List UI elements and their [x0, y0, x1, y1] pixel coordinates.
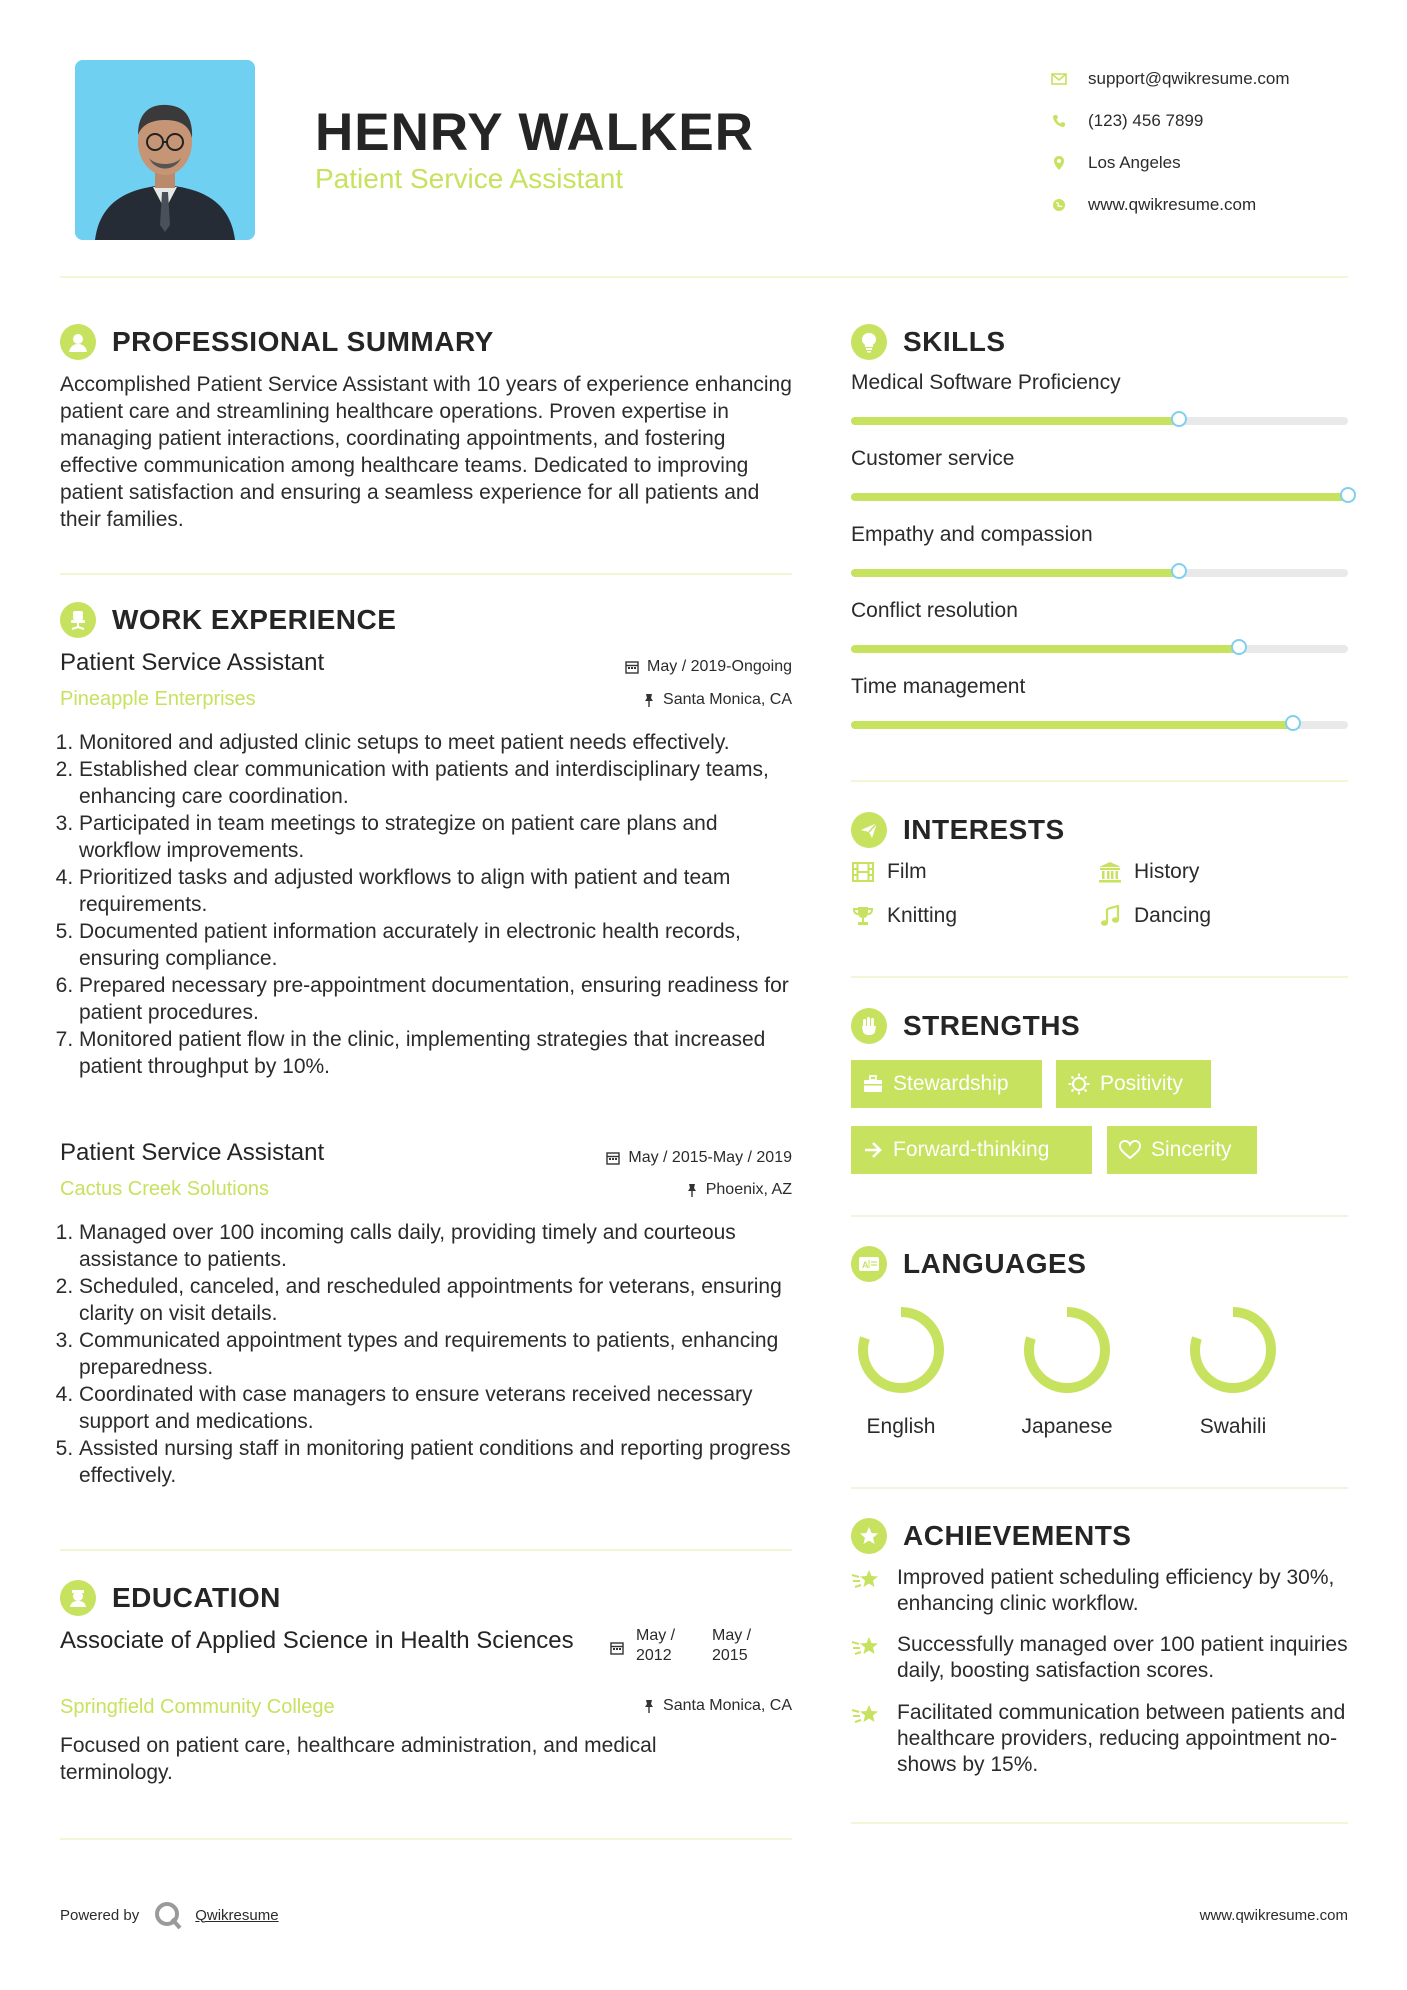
briefcase-icon — [863, 1075, 883, 1093]
arrow-right-icon — [863, 1141, 883, 1159]
job-2-title: Patient Service Assistant — [60, 1139, 325, 1166]
office-chair-icon — [60, 602, 96, 638]
pushpin-icon — [686, 1183, 698, 1197]
skill-name: Medical Software Proficiency — [851, 371, 1121, 394]
contact-phone-text: (123) 456 7899 — [1088, 111, 1204, 130]
skill-name: Conflict resolution — [851, 599, 1018, 622]
contact-list — [1050, 58, 1290, 226]
job-2-dates-text: May / 2015-May / 2019 — [628, 1149, 792, 1166]
language-label: Japanese — [1021, 1415, 1113, 1438]
interest-item-knitting — [851, 904, 957, 928]
translate-icon — [851, 1246, 887, 1282]
interests-divider — [851, 976, 1348, 978]
skill-name: Empathy and compassion — [851, 523, 1093, 546]
education-degree: Associate of Applied Science in Health Sciences — [60, 1627, 574, 1654]
footer-powered-by — [60, 1900, 279, 1930]
job-2-location-text: Phoenix, AZ — [705, 1181, 792, 1198]
strength-label: Stewardship — [893, 1072, 1009, 1095]
shooting-star-icon — [851, 1632, 885, 1684]
job-1-location — [500, 691, 792, 709]
achievement-item — [851, 1700, 1351, 1778]
language-level-arc — [1029, 1312, 1105, 1388]
list-item: 3. Communicated appointment types and requirements to patients, enhancing preparedness. — [79, 1327, 799, 1381]
job-1-dates-text: May / 2019-Ongoing — [647, 658, 792, 675]
summary-title: PROFESSIONAL SUMMARY — [112, 326, 494, 357]
list-item: 4. Coordinated with case managers to ensure veterans received necessary support and medications. — [79, 1381, 799, 1435]
education-title: EDUCATION — [112, 1582, 281, 1613]
strength-tag-positivity — [1056, 1060, 1211, 1108]
education-date-end: May / 2015 — [712, 1627, 752, 1664]
list-item: 1. Monitored and adjusted clinic setups to meet patient needs effectively. — [79, 729, 799, 756]
calendar-icon — [606, 1151, 620, 1165]
pushpin-icon — [643, 1699, 655, 1713]
job-1-tasks — [60, 729, 799, 1080]
language-level-ring — [1183, 1300, 1283, 1400]
education-date-start: May / 2012 — [636, 1627, 676, 1664]
heart-icon — [1119, 1140, 1141, 1160]
skill-bar-track — [851, 721, 1348, 729]
contact-website[interactable] — [1050, 184, 1290, 226]
skill-level-knob — [1285, 715, 1301, 731]
calendar-icon — [610, 1641, 624, 1660]
interest-label: Dancing — [1134, 904, 1212, 927]
film-icon — [851, 860, 875, 884]
summary-divider — [60, 573, 792, 575]
education-heading — [60, 1580, 281, 1616]
globe-icon — [1050, 196, 1068, 214]
calendar-icon — [625, 660, 639, 674]
language-item — [1007, 1300, 1127, 1439]
languages-divider — [851, 1487, 1348, 1489]
candidate-role: Patient Service Assistant — [315, 163, 624, 194]
lightbulb-icon — [851, 324, 887, 360]
hand-icon — [851, 1008, 887, 1044]
education-location-text: Santa Monica, CA — [663, 1697, 792, 1714]
envelope-icon — [1050, 70, 1068, 88]
job-2-tasks — [60, 1219, 799, 1489]
language-item — [1173, 1300, 1293, 1439]
work-heading — [60, 602, 396, 638]
work-title: WORK EXPERIENCE — [112, 604, 397, 635]
map-pin-icon — [1050, 154, 1068, 172]
education-location — [500, 1697, 792, 1715]
contact-location — [1050, 142, 1290, 184]
skill-level-knob — [1171, 411, 1187, 427]
profile-photo — [75, 60, 255, 240]
education-school: Springfield Community College — [60, 1696, 335, 1718]
achievement-text: Successfully managed over 100 patient inquiries daily, boosting satisfaction scores. — [897, 1633, 1348, 1682]
interest-label: Film — [887, 860, 927, 883]
achievement-text: Improved patient scheduling efficiency by 30%, enhancing clinic workflow. — [897, 1566, 1335, 1615]
achievement-item — [851, 1565, 1351, 1617]
strength-tag-forward-thinking — [851, 1126, 1092, 1174]
skill-name: Time management — [851, 675, 1026, 698]
contact-email-text: support@qwikresume.com — [1088, 69, 1290, 88]
svg-text:A: A — [862, 1260, 869, 1270]
skill-bar-fill — [851, 569, 1179, 577]
list-item: 2. Established clear communication with patients and interdisciplinary teams, enhancing care coordination. — [79, 756, 799, 810]
skills-title: SKILLS — [903, 326, 1006, 357]
list-item: 6. Prepared necessary pre-appointment documentation, ensuring readiness for patient procedures. — [79, 972, 799, 1026]
interest-item-film — [851, 860, 927, 884]
shooting-star-icon — [851, 1565, 885, 1617]
achievement-text: Facilitated communication between patients and healthcare providers, reducing appointment no-shows by 15%. — [897, 1701, 1346, 1776]
achievement-item — [851, 1632, 1351, 1684]
strength-label: Sincerity — [1151, 1138, 1232, 1161]
skill-bar-fill — [851, 417, 1179, 425]
music-note-icon — [1098, 904, 1122, 928]
summary-text: Accomplished Patient Service Assistant with 10 years of experience enhancing patient care and streamlining healthcare operations. Proven expertise in managing patient interactions, coordinating appointments, and fostering effective communication among healthcare teams. Dedicated to improving patient satisfaction and ensuring a seamless experience for all patients and their families. — [60, 373, 792, 531]
shooting-star-icon — [851, 1700, 885, 1778]
skill-bar-track — [851, 569, 1348, 577]
achievements-title: ACHIEVEMENTS — [903, 1520, 1132, 1551]
skill-bar-fill — [851, 645, 1239, 653]
strength-label: Positivity — [1100, 1072, 1183, 1095]
contact-location-text: Los Angeles — [1088, 153, 1181, 172]
list-item: 5. Assisted nursing staff in monitoring patient conditions and reporting progress effectively. — [79, 1435, 799, 1489]
achievements-divider — [851, 1822, 1348, 1824]
powered-by-label: Powered by — [60, 1906, 140, 1924]
education-divider — [60, 1838, 792, 1840]
interest-item-dancing — [1098, 904, 1211, 928]
skill-level-knob — [1231, 639, 1247, 655]
job-1-company: Pineapple Enterprises — [60, 688, 256, 710]
pushpin-icon — [643, 693, 655, 707]
skills-divider — [851, 780, 1348, 782]
list-item: 4. Prioritized tasks and adjusted workflows to align with patient and team requirements. — [79, 864, 799, 918]
skill-bar-track — [851, 645, 1348, 653]
skill-bar-track — [851, 493, 1348, 501]
job-1-dates — [500, 658, 792, 676]
paper-plane-icon — [851, 812, 887, 848]
trophy-icon — [851, 904, 875, 928]
list-item: 2. Scheduled, canceled, and rescheduled appointments for veterans, ensuring clarity on visit details. — [79, 1273, 799, 1327]
work-divider — [60, 1549, 792, 1551]
header-divider — [60, 276, 1348, 278]
interest-item-history — [1098, 860, 1199, 884]
interests-heading — [851, 812, 1065, 848]
interest-label: History — [1134, 860, 1200, 883]
list-item: 7. Monitored patient flow in the clinic, implementing strategies that increased patient throughput by 10%. — [79, 1026, 799, 1080]
education-description: Focused on patient care, healthcare administration, and medical terminology. — [60, 1734, 657, 1784]
language-level-ring — [851, 1300, 951, 1400]
contact-phone[interactable] — [1050, 100, 1290, 142]
skills-heading — [851, 324, 1006, 360]
job-1-location-text: Santa Monica, CA — [663, 691, 792, 708]
interests-title: INTERESTS — [903, 814, 1065, 845]
interest-label: Knitting — [887, 904, 958, 927]
contact-website-text: www.qwikresume.com — [1088, 195, 1257, 214]
language-label: Swahili — [1199, 1415, 1267, 1438]
phone-icon — [1050, 112, 1068, 130]
job-2-location — [500, 1181, 792, 1199]
list-item: 1. Managed over 100 incoming calls daily, providing timely and courteous assistance to patients. — [79, 1219, 799, 1273]
skill-bar-fill — [851, 721, 1293, 729]
graduation-icon — [60, 1580, 96, 1616]
language-item — [841, 1300, 961, 1439]
strength-tag-stewardship — [851, 1060, 1042, 1108]
skill-level-knob — [1340, 487, 1356, 503]
strengths-divider — [851, 1215, 1348, 1217]
strengths-heading — [851, 1008, 1080, 1044]
language-level-arc — [863, 1312, 939, 1388]
language-level-ring — [1017, 1300, 1117, 1400]
language-level-arc — [1195, 1312, 1271, 1388]
languages-heading — [851, 1246, 1086, 1282]
skill-bar-fill — [851, 493, 1348, 501]
sun-icon — [1068, 1073, 1090, 1095]
qwikresume-link[interactable]: Qwikresume — [195, 1906, 279, 1924]
achievements-heading — [851, 1518, 1131, 1554]
strengths-title: STRENGTHS — [903, 1010, 1081, 1041]
star-icon — [851, 1518, 887, 1554]
language-label: English — [866, 1415, 936, 1438]
list-item: 3. Participated in team meetings to strategize on patient care plans and workflow improvements. — [79, 810, 799, 864]
user-icon — [60, 324, 96, 360]
languages-title: LANGUAGES — [903, 1248, 1087, 1279]
skill-level-knob — [1171, 563, 1187, 579]
skill-name: Customer service — [851, 447, 1015, 470]
qwikresume-logo-icon — [153, 1900, 183, 1930]
footer-url[interactable]: www.qwikresume.com — [1199, 1907, 1348, 1924]
list-item: 5. Documented patient information accurately in electronic health records, ensuring compliance. — [79, 918, 799, 972]
contact-email[interactable] — [1050, 58, 1290, 100]
museum-icon — [1098, 860, 1122, 884]
skill-bar-track — [851, 417, 1348, 425]
job-1-title: Patient Service Assistant — [60, 649, 325, 676]
candidate-name: HENRY WALKER — [315, 103, 754, 162]
summary-heading — [60, 324, 494, 360]
strength-tag-sincerity — [1107, 1126, 1257, 1174]
job-2-company: Cactus Creek Solutions — [60, 1178, 269, 1200]
strength-label: Forward-thinking — [893, 1138, 1050, 1161]
job-2-dates — [480, 1149, 792, 1167]
